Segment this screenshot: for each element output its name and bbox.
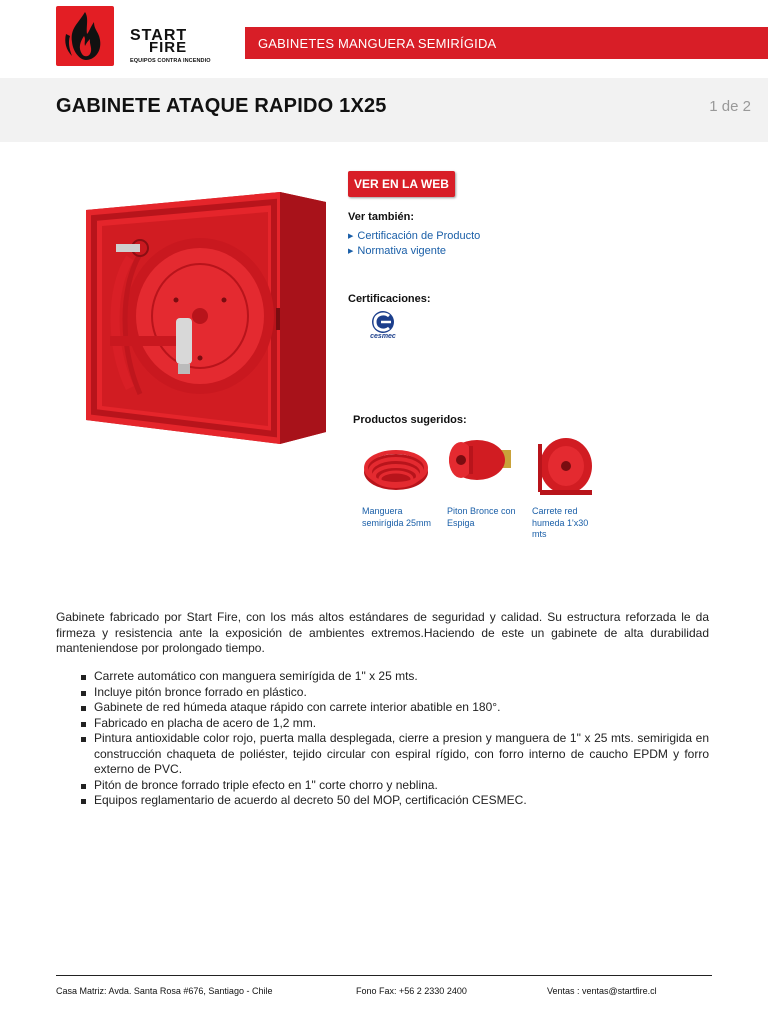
feature-text: Gabinete de red húmeda ataque rápido con carrete interior abatible en 180°. [94,700,501,714]
feature-item [80,793,709,809]
feature-item [80,716,709,732]
hose-thumbnail [362,436,430,502]
brand-tagline: EQUIPOS CONTRA INCENDIO [130,58,211,64]
feature-item [80,731,709,778]
footer-sales-email[interactable]: Ventas : ventas@startfire.cl [547,986,657,996]
feature-item [80,669,709,685]
view-on-web-button[interactable] [348,171,455,197]
feature-item [80,700,709,716]
suggested-product-reel[interactable] [532,436,602,541]
view-on-web-label: VER EN LA WEB [354,177,449,191]
cesmec-logo [364,310,402,344]
square-bullet-icon [81,722,86,727]
feature-text: Equipos reglamentario de acuerdo al decreto 50 del MOP, certificación CESMEC. [94,793,527,807]
page-title: GABINETE ATAQUE RAPIDO 1X25 [56,95,387,117]
certifications-heading: Certificaciones: [348,293,431,305]
feature-text: Pitón de bronce forrado triple efecto en 1" corte chorro y neblina. [94,777,438,792]
footer-phone: Fono Fax: +56 2 2330 2400 [356,986,467,996]
link-label: Normativa vigente [357,245,447,257]
footer-divider [56,975,712,976]
square-bullet-icon [81,737,86,742]
arrow-right-icon: ▶ [348,233,354,240]
link-normativa[interactable] [348,244,480,259]
category-label: GABINETES MANGUERA SEMIRÍGIDA [258,36,497,51]
suggested-label: Carrete red humeda 1'x30 mts [532,506,589,539]
cesmec-logo-text: cesmec [370,333,396,340]
square-bullet-icon [81,799,86,804]
product-description: Gabinete fabricado por Start Fire, con los más altos estándares de seguridad y calidad. Su estructura reforzada le da firmeza y resistencia ante la exposición de ambientes extremos.Haciendo de este un gabinete de alta durabilidad manteniendose por prolongado tiempo. [56,610,709,655]
square-bullet-icon [81,784,86,789]
square-bullet-icon [81,706,86,711]
arrow-right-icon: ▶ [348,248,354,255]
feature-text: Fabricado en placha de acero de 1,2 mm. [94,715,317,730]
feature-text: Pintura antioxidable color rojo, puerta malla desplegada, cierre a presion y manguera de 1" x 25 mts. semirigida en construcción chaqueta de poliéster, tejido circular con espiral rígido, con forro interno de caucho EPDM y forro externo de PVC. [94,731,709,776]
feature-item [80,778,709,794]
category-bar [245,27,768,59]
square-bullet-icon [81,691,86,696]
feature-text: Carrete automático con manguera semirígida de 1" x 25 mts. [94,669,418,683]
feature-text: Incluye pitón bronce forrado en plástico. [94,684,307,699]
company-logo [56,6,226,68]
footer-address: Casa Matriz: Avda. Santa Rosa #676, Santiago - Chile [56,986,273,996]
suggested-heading: Productos sugeridos: [353,414,467,426]
reel-thumbnail [532,436,600,502]
link-certificacion[interactable] [348,229,480,244]
see-also-heading: Ver también: [348,211,415,223]
suggested-label: Manguera semirígida 25mm [362,506,432,528]
nozzle-thumbnail [447,436,515,502]
link-label: Certificación de Producto [357,230,481,242]
brand-name [130,27,188,56]
flame-logo-icon [56,6,114,66]
page-indicator: 1 de 2 [709,98,751,115]
see-also-links [348,229,480,259]
suggested-product-hose[interactable] [362,436,432,529]
feature-item [80,685,709,701]
suggested-product-nozzle[interactable] [447,436,517,529]
product-image [80,188,330,446]
suggested-label: Piton Bronce con Espiga [447,506,516,528]
brand-name-line1: START [130,27,188,44]
square-bullet-icon [81,675,86,680]
brand-name-line2: FIRE [148,39,188,56]
feature-list [80,669,709,809]
